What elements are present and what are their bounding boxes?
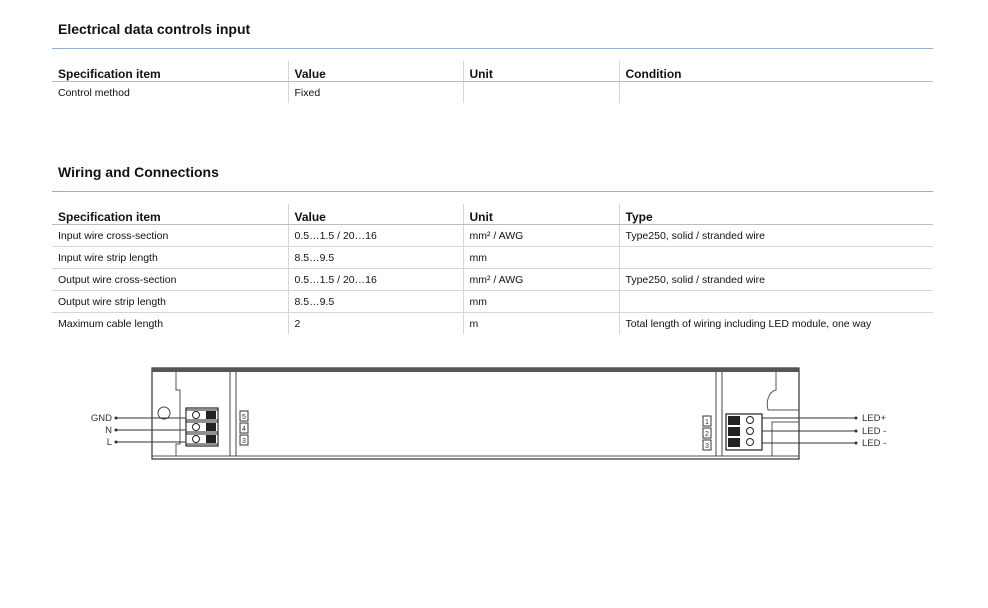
- table-row: [52, 82, 933, 104]
- cell-unit: [463, 82, 619, 104]
- output-label-led-minus: LED -: [862, 426, 887, 437]
- table-header-row: [52, 61, 933, 82]
- cell-value: Fixed: [288, 82, 463, 104]
- housing-top-edge: [152, 368, 799, 372]
- cell-type: [619, 291, 933, 313]
- output-label-led-minus: LED -: [862, 438, 887, 449]
- table-row: [52, 269, 933, 291]
- cell-spec-item: Output wire cross-section: [52, 269, 288, 291]
- output-pin-number: 1: [705, 419, 709, 426]
- mounting-hole-icon: [158, 407, 170, 419]
- driver-housing: [152, 368, 799, 459]
- cell-type: Type250, solid / stranded wire: [619, 225, 933, 247]
- cell-type: [619, 247, 933, 269]
- section-divider: [52, 191, 933, 192]
- cell-spec-item: Input wire cross-section: [52, 225, 288, 247]
- cell-unit: mm² / AWG: [463, 269, 619, 291]
- header-value: Value: [288, 61, 463, 82]
- table-row: [52, 247, 933, 269]
- cell-condition: [619, 82, 933, 104]
- input-label-n: N: [105, 425, 112, 436]
- header-unit: Unit: [463, 61, 619, 82]
- header-value: Value: [288, 204, 463, 225]
- cell-spec-item: Output wire strip length: [52, 291, 288, 313]
- output-terminal-block: [726, 414, 762, 450]
- cell-type: Total length of wiring including LED module, one way: [619, 313, 933, 335]
- cell-spec-item: Control method: [58, 86, 130, 99]
- output-pin-number: 2: [705, 431, 709, 438]
- header-type: Type: [619, 204, 933, 225]
- input-label-gnd: GND: [90, 413, 112, 424]
- header-spec-item: Specification item: [52, 61, 288, 82]
- output-label-led-plus: LED+: [862, 413, 887, 424]
- header-unit: Unit: [463, 204, 619, 225]
- table-row: [52, 225, 933, 247]
- input-label-l: L: [106, 437, 112, 448]
- wiring-spec-table: [52, 204, 933, 334]
- input-pin-number: 3: [242, 438, 246, 445]
- header-condition: Condition: [619, 61, 933, 82]
- wiring-diagram: [0, 360, 988, 470]
- table-header-row: [52, 204, 933, 225]
- table-row: [52, 313, 933, 335]
- cell-value: 8.5…9.5: [288, 291, 463, 313]
- section-divider: [52, 48, 933, 49]
- input-pin-number: 4: [242, 426, 246, 433]
- output-pin-number: 3: [705, 443, 709, 450]
- cell-unit: mm² / AWG: [463, 225, 619, 247]
- cell-spec-item: Maximum cable length: [58, 317, 164, 330]
- wiring-section-title: Wiring and Connections: [58, 164, 219, 180]
- cell-value: 0.5…1.5 / 20…16: [288, 225, 463, 247]
- cell-unit: mm: [463, 291, 619, 313]
- cell-type: Type250, solid / stranded wire: [619, 269, 933, 291]
- cell-spec-item: Input wire strip length: [52, 247, 288, 269]
- electrical-spec-table: [52, 61, 933, 103]
- cell-unit: m: [463, 313, 619, 335]
- input-terminal-block: [186, 408, 218, 446]
- header-spec-item: Specification item: [52, 204, 288, 225]
- table-row: [52, 291, 933, 313]
- cell-value: 2: [288, 313, 463, 335]
- cell-value: 0.5…1.5 / 20…16: [288, 269, 463, 291]
- input-pin-number: 5: [242, 414, 246, 421]
- cell-unit: mm: [463, 247, 619, 269]
- electrical-section-title: Electrical data controls input: [58, 21, 251, 37]
- cell-value: 8.5…9.5: [288, 247, 463, 269]
